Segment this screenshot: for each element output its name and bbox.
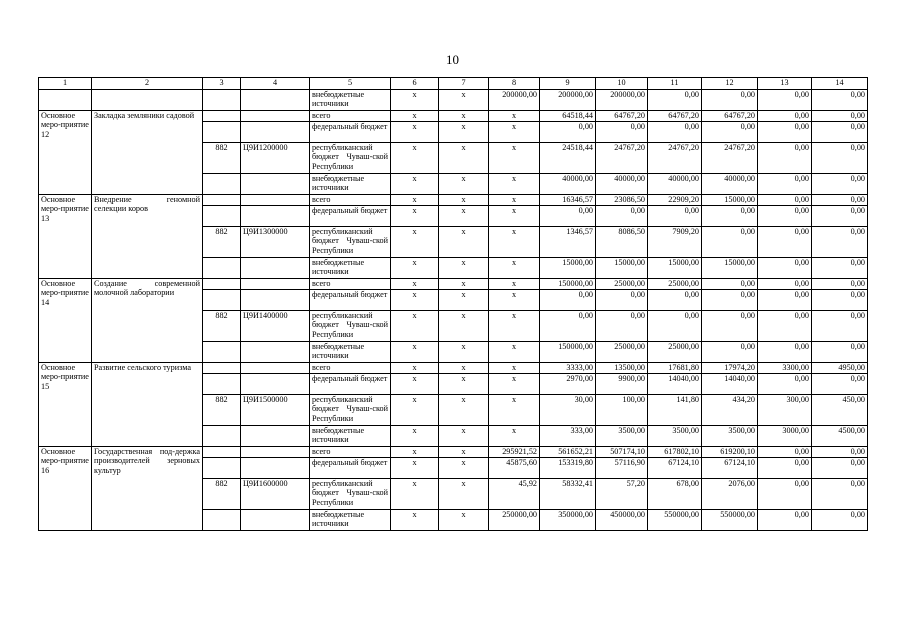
value-cell: 40000,00 <box>648 174 702 195</box>
value-cell: 0,00 <box>812 122 868 143</box>
funding-source-cell: всего <box>310 447 391 458</box>
budget-code-cell: Ц9И1200000 <box>241 143 310 174</box>
marker-cell: х <box>391 174 439 195</box>
value-cell: 333,00 <box>540 426 596 447</box>
value-cell: 0,00 <box>758 510 812 531</box>
funding-source-cell: республиканский бюджет Чуваш-ской Республики <box>310 395 391 426</box>
value-cell: 0,00 <box>648 90 702 111</box>
marker-cell: х <box>439 510 489 531</box>
header-row <box>39 78 868 90</box>
value-cell: х <box>489 258 540 279</box>
empty-cell <box>203 279 241 290</box>
funding-source-cell: всего <box>310 279 391 290</box>
table-row <box>39 90 868 111</box>
value-cell: 4950,00 <box>812 363 868 374</box>
marker-cell: х <box>391 227 439 258</box>
value-cell: 3500,00 <box>648 426 702 447</box>
value-cell: х <box>489 174 540 195</box>
value-cell: 2970,00 <box>540 374 596 395</box>
value-cell: 100,00 <box>596 395 648 426</box>
value-cell: х <box>489 290 540 311</box>
value-cell: 0,00 <box>702 342 758 363</box>
value-cell: 40000,00 <box>596 174 648 195</box>
value-cell: 15000,00 <box>702 258 758 279</box>
admin-code-cell: 882 <box>203 395 241 426</box>
value-cell: 0,00 <box>812 374 868 395</box>
value-cell: 0,00 <box>648 122 702 143</box>
marker-cell: х <box>439 174 489 195</box>
empty-cell <box>241 206 310 227</box>
marker-cell: х <box>391 395 439 426</box>
value-cell: 200000,00 <box>540 90 596 111</box>
event-cell: Основное меро-приятие 16 <box>39 447 92 531</box>
marker-cell: х <box>439 143 489 174</box>
value-cell: 300,00 <box>758 395 812 426</box>
empty-cell <box>203 122 241 143</box>
marker-cell: х <box>391 447 439 458</box>
event-name-cell: Государственная под-держка производителей зерновых культур <box>92 447 203 531</box>
event-name-cell: Внедрение геномной селекции коров <box>92 195 203 279</box>
value-cell: 1346,57 <box>540 227 596 258</box>
funding-source-cell: внебюджетные источники <box>310 426 391 447</box>
value-cell: 0,00 <box>702 227 758 258</box>
value-cell: х <box>489 374 540 395</box>
value-cell: 0,00 <box>812 279 868 290</box>
empty-cell <box>241 447 310 458</box>
marker-cell: х <box>391 195 439 206</box>
empty-cell <box>241 195 310 206</box>
value-cell: 200000,00 <box>596 90 648 111</box>
value-cell: 507174,10 <box>596 447 648 458</box>
column-header: 9 <box>540 78 596 90</box>
value-cell: 0,00 <box>596 311 648 342</box>
value-cell: 25000,00 <box>596 279 648 290</box>
empty-cell <box>241 290 310 311</box>
value-cell: 24767,20 <box>648 143 702 174</box>
marker-cell: х <box>391 311 439 342</box>
marker-cell: х <box>439 426 489 447</box>
value-cell: 57,20 <box>596 479 648 510</box>
budget-code-cell: Ц9И1400000 <box>241 311 310 342</box>
marker-cell: х <box>391 342 439 363</box>
column-header: 12 <box>702 78 758 90</box>
empty-cell <box>203 258 241 279</box>
value-cell: 0,00 <box>758 143 812 174</box>
value-cell: 0,00 <box>812 342 868 363</box>
empty-cell <box>241 258 310 279</box>
value-cell: 450,00 <box>812 395 868 426</box>
value-cell: 0,00 <box>702 206 758 227</box>
funding-source-cell: республиканский бюджет Чуваш-ской Республики <box>310 479 391 510</box>
value-cell: 561652,21 <box>540 447 596 458</box>
value-cell: 25000,00 <box>648 279 702 290</box>
value-cell: 64767,20 <box>596 111 648 122</box>
column-header: 4 <box>241 78 310 90</box>
marker-cell: х <box>391 206 439 227</box>
column-header: 6 <box>391 78 439 90</box>
empty-cell <box>241 510 310 531</box>
value-cell: 24518,44 <box>540 143 596 174</box>
funding-source-cell: федеральный бюджет <box>310 122 391 143</box>
value-cell: 57116,90 <box>596 458 648 479</box>
value-cell: 0,00 <box>758 111 812 122</box>
empty-cell <box>39 90 92 111</box>
empty-cell <box>203 342 241 363</box>
value-cell: 15000,00 <box>540 258 596 279</box>
value-cell: 14040,00 <box>702 374 758 395</box>
value-cell: 0,00 <box>648 290 702 311</box>
column-header: 14 <box>812 78 868 90</box>
value-cell: 3300,00 <box>758 363 812 374</box>
value-cell: 40000,00 <box>702 174 758 195</box>
marker-cell: х <box>439 195 489 206</box>
value-cell: 2076,00 <box>702 479 758 510</box>
value-cell: 617802,10 <box>648 447 702 458</box>
value-cell: 8086,50 <box>596 227 648 258</box>
marker-cell: х <box>391 374 439 395</box>
value-cell: 0,00 <box>702 90 758 111</box>
empty-cell <box>241 90 310 111</box>
empty-cell <box>203 363 241 374</box>
value-cell: 0,00 <box>596 122 648 143</box>
value-cell: 619200,10 <box>702 447 758 458</box>
marker-cell: х <box>391 122 439 143</box>
value-cell: 434,20 <box>702 395 758 426</box>
empty-cell <box>203 458 241 479</box>
column-header: 7 <box>439 78 489 90</box>
admin-code-cell: 882 <box>203 227 241 258</box>
value-cell: 0,00 <box>648 206 702 227</box>
value-cell: 0,00 <box>758 258 812 279</box>
value-cell: 0,00 <box>702 279 758 290</box>
value-cell: 0,00 <box>812 311 868 342</box>
value-cell: 23086,50 <box>596 195 648 206</box>
value-cell: 450000,00 <box>596 510 648 531</box>
value-cell: 3333,00 <box>540 363 596 374</box>
marker-cell: х <box>439 395 489 426</box>
value-cell: 0,00 <box>648 311 702 342</box>
value-cell: х <box>489 143 540 174</box>
value-cell: 250000,00 <box>489 510 540 531</box>
column-header: 11 <box>648 78 702 90</box>
marker-cell: х <box>391 479 439 510</box>
marker-cell: х <box>439 479 489 510</box>
value-cell: 0,00 <box>758 227 812 258</box>
table-row <box>39 447 868 458</box>
value-cell: 0,00 <box>812 174 868 195</box>
funding-source-cell: республиканский бюджет Чуваш-ской Республики <box>310 143 391 174</box>
value-cell: 17974,20 <box>702 363 758 374</box>
event-cell: Основное меро-приятие 12 <box>39 111 92 195</box>
budget-code-cell: Ц9И1500000 <box>241 395 310 426</box>
value-cell: х <box>489 111 540 122</box>
value-cell: х <box>489 342 540 363</box>
empty-cell <box>92 90 203 111</box>
value-cell: 153319,80 <box>540 458 596 479</box>
value-cell: 0,00 <box>758 342 812 363</box>
value-cell: 0,00 <box>812 111 868 122</box>
value-cell: 30,00 <box>540 395 596 426</box>
value-cell: 0,00 <box>540 290 596 311</box>
event-cell: Основное меро-приятие 13 <box>39 195 92 279</box>
value-cell: 141,80 <box>648 395 702 426</box>
value-cell: 0,00 <box>758 290 812 311</box>
funding-source-cell: всего <box>310 363 391 374</box>
empty-cell <box>241 374 310 395</box>
value-cell: 0,00 <box>702 290 758 311</box>
event-name-cell: Развитие сельского туризма <box>92 363 203 447</box>
value-cell: 15000,00 <box>648 258 702 279</box>
empty-cell <box>203 195 241 206</box>
value-cell: 0,00 <box>702 311 758 342</box>
value-cell: 0,00 <box>758 122 812 143</box>
empty-cell <box>203 447 241 458</box>
value-cell: 24767,20 <box>702 143 758 174</box>
table-row <box>39 195 868 206</box>
value-cell: 64518,44 <box>540 111 596 122</box>
empty-cell <box>203 206 241 227</box>
table-row <box>39 363 868 374</box>
value-cell: 0,00 <box>812 90 868 111</box>
value-cell: 0,00 <box>812 206 868 227</box>
budget-code-cell: Ц9И1300000 <box>241 227 310 258</box>
column-header: 10 <box>596 78 648 90</box>
marker-cell: х <box>391 279 439 290</box>
value-cell: 0,00 <box>812 258 868 279</box>
marker-cell: х <box>439 342 489 363</box>
value-cell: 0,00 <box>812 227 868 258</box>
value-cell: 64767,20 <box>648 111 702 122</box>
value-cell: х <box>489 426 540 447</box>
value-cell: 7909,20 <box>648 227 702 258</box>
budget-table <box>38 77 868 531</box>
value-cell: 0,00 <box>758 279 812 290</box>
funding-source-cell: федеральный бюджет <box>310 458 391 479</box>
funding-source-cell: республиканский бюджет Чуваш-ской Республики <box>310 227 391 258</box>
value-cell: 3500,00 <box>702 426 758 447</box>
value-cell: 350000,00 <box>540 510 596 531</box>
marker-cell: х <box>439 206 489 227</box>
empty-cell <box>241 458 310 479</box>
value-cell: 0,00 <box>758 195 812 206</box>
value-cell: 0,00 <box>812 458 868 479</box>
value-cell: 9900,00 <box>596 374 648 395</box>
value-cell: 0,00 <box>758 174 812 195</box>
value-cell: х <box>489 227 540 258</box>
value-cell: х <box>489 206 540 227</box>
empty-cell <box>203 174 241 195</box>
empty-cell <box>241 426 310 447</box>
marker-cell: х <box>439 122 489 143</box>
value-cell: 0,00 <box>758 374 812 395</box>
value-cell: 200000,00 <box>489 90 540 111</box>
value-cell: 0,00 <box>758 479 812 510</box>
value-cell: 15000,00 <box>596 258 648 279</box>
value-cell: х <box>489 279 540 290</box>
value-cell: 678,00 <box>648 479 702 510</box>
value-cell: 4500,00 <box>812 426 868 447</box>
value-cell: 67124,10 <box>648 458 702 479</box>
value-cell: 0,00 <box>596 290 648 311</box>
funding-source-cell: федеральный бюджет <box>310 374 391 395</box>
value-cell: 0,00 <box>812 195 868 206</box>
marker-cell: х <box>439 227 489 258</box>
value-cell: 40000,00 <box>540 174 596 195</box>
marker-cell: х <box>391 258 439 279</box>
value-cell: 0,00 <box>758 447 812 458</box>
value-cell: х <box>489 122 540 143</box>
value-cell: 150000,00 <box>540 279 596 290</box>
value-cell: 25000,00 <box>596 342 648 363</box>
empty-cell <box>203 426 241 447</box>
empty-cell <box>241 122 310 143</box>
funding-source-cell: внебюджетные источники <box>310 342 391 363</box>
marker-cell: х <box>439 363 489 374</box>
marker-cell: х <box>439 458 489 479</box>
marker-cell: х <box>391 510 439 531</box>
value-cell: 0,00 <box>758 206 812 227</box>
value-cell: х <box>489 311 540 342</box>
value-cell: 15000,00 <box>702 195 758 206</box>
page-number: 10 <box>446 52 459 67</box>
value-cell: 0,00 <box>596 206 648 227</box>
admin-code-cell: 882 <box>203 479 241 510</box>
marker-cell: х <box>439 311 489 342</box>
funding-source-cell: федеральный бюджет <box>310 290 391 311</box>
marker-cell: х <box>391 143 439 174</box>
value-cell: 22909,20 <box>648 195 702 206</box>
value-cell: 0,00 <box>812 290 868 311</box>
marker-cell: х <box>391 426 439 447</box>
funding-source-cell: всего <box>310 111 391 122</box>
table-row <box>39 111 868 122</box>
marker-cell: х <box>439 447 489 458</box>
event-name-cell: Создание современной молочной лаборатории <box>92 279 203 363</box>
value-cell: 0,00 <box>812 510 868 531</box>
value-cell: 550000,00 <box>702 510 758 531</box>
marker-cell: х <box>439 258 489 279</box>
value-cell: х <box>489 363 540 374</box>
value-cell: х <box>489 195 540 206</box>
funding-source-cell: республиканский бюджет Чуваш-ской Республики <box>310 311 391 342</box>
empty-cell <box>241 279 310 290</box>
column-header: 13 <box>758 78 812 90</box>
value-cell: 67124,10 <box>702 458 758 479</box>
marker-cell: х <box>439 290 489 311</box>
event-cell: Основное меро-приятие 14 <box>39 279 92 363</box>
value-cell: х <box>489 395 540 426</box>
admin-code-cell: 882 <box>203 311 241 342</box>
empty-cell <box>203 374 241 395</box>
value-cell: 64767,20 <box>702 111 758 122</box>
marker-cell: х <box>391 363 439 374</box>
empty-cell <box>241 174 310 195</box>
value-cell: 0,00 <box>540 311 596 342</box>
value-cell: 45,92 <box>489 479 540 510</box>
empty-cell <box>241 363 310 374</box>
funding-source-cell: федеральный бюджет <box>310 206 391 227</box>
value-cell: 550000,00 <box>648 510 702 531</box>
value-cell: 0,00 <box>540 122 596 143</box>
funding-source-cell: внебюджетные источники <box>310 90 391 111</box>
event-cell: Основное меро-приятие 15 <box>39 363 92 447</box>
value-cell: 0,00 <box>812 143 868 174</box>
value-cell: 3000,00 <box>758 426 812 447</box>
value-cell: 0,00 <box>758 90 812 111</box>
value-cell: 58332,41 <box>540 479 596 510</box>
empty-cell <box>203 290 241 311</box>
funding-source-cell: всего <box>310 195 391 206</box>
table-row <box>39 279 868 290</box>
column-header: 1 <box>39 78 92 90</box>
funding-source-cell: внебюджетные источники <box>310 510 391 531</box>
value-cell: 150000,00 <box>540 342 596 363</box>
empty-cell <box>203 510 241 531</box>
value-cell: 0,00 <box>812 447 868 458</box>
funding-source-cell: внебюджетные источники <box>310 174 391 195</box>
marker-cell: х <box>439 111 489 122</box>
value-cell: 0,00 <box>758 458 812 479</box>
column-header: 3 <box>203 78 241 90</box>
budget-code-cell: Ц9И1600000 <box>241 479 310 510</box>
value-cell: 295921,52 <box>489 447 540 458</box>
column-header: 2 <box>92 78 203 90</box>
column-header: 5 <box>310 78 391 90</box>
value-cell: 0,00 <box>702 122 758 143</box>
marker-cell: х <box>391 458 439 479</box>
value-cell: 0,00 <box>758 311 812 342</box>
value-cell: 16346,57 <box>540 195 596 206</box>
value-cell: 3500,00 <box>596 426 648 447</box>
marker-cell: х <box>439 90 489 111</box>
marker-cell: х <box>391 111 439 122</box>
value-cell: 25000,00 <box>648 342 702 363</box>
value-cell: 17681,80 <box>648 363 702 374</box>
marker-cell: х <box>439 279 489 290</box>
empty-cell <box>241 342 310 363</box>
value-cell: 24767,20 <box>596 143 648 174</box>
marker-cell: х <box>391 90 439 111</box>
marker-cell: х <box>391 290 439 311</box>
value-cell: 0,00 <box>540 206 596 227</box>
funding-source-cell: внебюджетные источники <box>310 258 391 279</box>
empty-cell <box>203 111 241 122</box>
value-cell: 45875,60 <box>489 458 540 479</box>
value-cell: 13500,00 <box>596 363 648 374</box>
admin-code-cell: 882 <box>203 143 241 174</box>
value-cell: 0,00 <box>812 479 868 510</box>
empty-cell <box>241 111 310 122</box>
value-cell: 14040,00 <box>648 374 702 395</box>
column-header: 8 <box>489 78 540 90</box>
empty-cell <box>203 90 241 111</box>
event-name-cell: Закладка земляники садовой <box>92 111 203 195</box>
marker-cell: х <box>439 374 489 395</box>
